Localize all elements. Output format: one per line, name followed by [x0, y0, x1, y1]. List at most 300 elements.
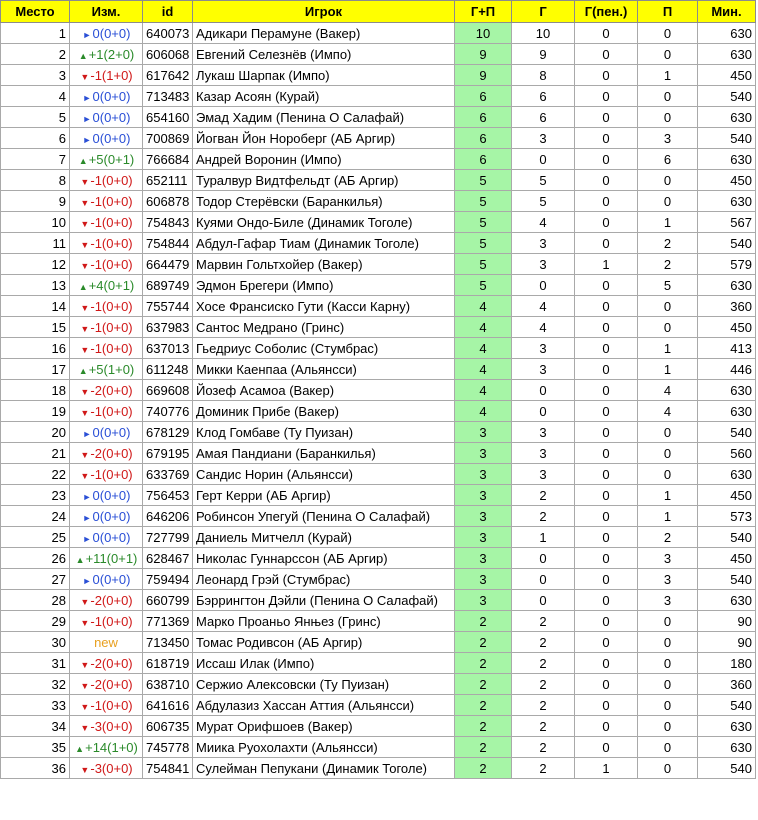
cell-id: 754844: [143, 233, 193, 254]
cell-id: 628467: [143, 548, 193, 569]
cell-goals-plus-assists: 5: [455, 191, 512, 212]
table-row: [1, 485, 756, 506]
cell-id: 678129: [143, 422, 193, 443]
cell-assists: 1: [638, 338, 698, 359]
cell-goals-plus-assists: 3: [455, 464, 512, 485]
cell-player: Сержио Алексовски (Ту Пуизан): [193, 674, 455, 695]
cell-minutes: 540: [698, 695, 756, 716]
cell-goals: 6: [512, 107, 575, 128]
cell-player: Тодор Стерёвски (Баранкилья): [193, 191, 455, 212]
change-value: 0(0+0): [92, 529, 131, 545]
cell-id: 606735: [143, 716, 193, 737]
cell-player: Адикари Перамуне (Вакер): [193, 23, 455, 44]
cell-minutes: 630: [698, 401, 756, 422]
cell-id: 640073: [143, 23, 193, 44]
column-header-place[interactable]: Место: [1, 1, 70, 23]
cell-penalty-goals: 0: [575, 317, 638, 338]
cell-goals: 0: [512, 548, 575, 569]
cell-player: Эмад Хадим (Пенина О Салафай): [193, 107, 455, 128]
cell-change: [70, 653, 143, 674]
triangle-down-icon: ▼: [80, 680, 90, 691]
cell-change: [70, 464, 143, 485]
column-header-id[interactable]: id: [143, 1, 193, 23]
change-value: -1(0+0): [90, 403, 133, 419]
column-header-player[interactable]: Игрок: [193, 1, 455, 23]
cell-assists: 0: [638, 758, 698, 779]
cell-goals: 3: [512, 338, 575, 359]
cell-change: [70, 716, 143, 737]
cell-place: 11: [1, 233, 70, 254]
cell-change: [70, 569, 143, 590]
cell-place: 35: [1, 737, 70, 758]
cell-assists: 3: [638, 569, 698, 590]
cell-place: 36: [1, 758, 70, 779]
cell-minutes: 630: [698, 380, 756, 401]
triangle-up-icon: ▲: [75, 743, 85, 754]
cell-assists: 1: [638, 485, 698, 506]
cell-penalty-goals: 0: [575, 170, 638, 191]
cell-penalty-goals: 0: [575, 128, 638, 149]
table-row: [1, 296, 756, 317]
cell-assists: 0: [638, 443, 698, 464]
cell-place: 5: [1, 107, 70, 128]
cell-assists: 0: [638, 632, 698, 653]
triangle-down-icon: ▼: [80, 722, 90, 733]
cell-place: 32: [1, 674, 70, 695]
change-value: +14(1+0): [85, 739, 138, 755]
cell-goals-plus-assists: 3: [455, 548, 512, 569]
table-row: [1, 401, 756, 422]
cell-place: 4: [1, 86, 70, 107]
cell-assists: 5: [638, 275, 698, 296]
change-value: -1(0+0): [90, 172, 133, 188]
change-value: -1(0+0): [90, 613, 133, 629]
cell-place: 27: [1, 569, 70, 590]
triangle-down-icon: ▼: [80, 260, 90, 271]
cell-goals: 0: [512, 401, 575, 422]
pointer-right-icon: ►: [82, 533, 92, 544]
change-value: -1(0+0): [90, 235, 133, 251]
pointer-right-icon: ►: [82, 512, 92, 523]
pointer-right-icon: ►: [82, 491, 92, 502]
cell-assists: 0: [638, 170, 698, 191]
cell-goals-plus-assists: 10: [455, 23, 512, 44]
cell-player: Бэррингтон Дэйли (Пенина О Салафай): [193, 590, 455, 611]
cell-goals-plus-assists: 9: [455, 44, 512, 65]
cell-place: 8: [1, 170, 70, 191]
cell-change: [70, 485, 143, 506]
cell-minutes: 450: [698, 170, 756, 191]
table-row: [1, 716, 756, 737]
cell-minutes: 630: [698, 275, 756, 296]
cell-place: 16: [1, 338, 70, 359]
cell-place: 34: [1, 716, 70, 737]
table-row: [1, 422, 756, 443]
cell-change: [70, 128, 143, 149]
cell-minutes: 540: [698, 128, 756, 149]
cell-penalty-goals: 0: [575, 527, 638, 548]
table-row: [1, 548, 756, 569]
triangle-down-icon: ▼: [80, 302, 90, 313]
cell-assists: 0: [638, 464, 698, 485]
cell-player: Герт Керри (АБ Аргир): [193, 485, 455, 506]
cell-id: 637013: [143, 338, 193, 359]
cell-id: 745778: [143, 737, 193, 758]
cell-penalty-goals: 0: [575, 296, 638, 317]
cell-penalty-goals: 0: [575, 611, 638, 632]
triangle-down-icon: ▼: [80, 386, 90, 397]
cell-minutes: 540: [698, 527, 756, 548]
table-row: [1, 23, 756, 44]
cell-change: [70, 443, 143, 464]
cell-id: 664479: [143, 254, 193, 275]
cell-id: 740776: [143, 401, 193, 422]
column-header-goals-plus-assists[interactable]: Г+П: [455, 1, 512, 23]
cell-penalty-goals: 1: [575, 254, 638, 275]
cell-assists: 0: [638, 23, 698, 44]
cell-change: [70, 149, 143, 170]
cell-assists: 2: [638, 527, 698, 548]
cell-player: Марко Проаньо Янњез (Гринс): [193, 611, 455, 632]
cell-penalty-goals: 0: [575, 653, 638, 674]
change-value: +11(0+1): [85, 550, 138, 566]
triangle-down-icon: ▼: [80, 596, 90, 607]
cell-player: Иссаш Илак (Импо): [193, 653, 455, 674]
cell-place: 3: [1, 65, 70, 86]
cell-goals-plus-assists: 2: [455, 632, 512, 653]
cell-player: Томас Родивсон (АБ Аргир): [193, 632, 455, 653]
cell-penalty-goals: 0: [575, 44, 638, 65]
table-row: [1, 506, 756, 527]
cell-minutes: 450: [698, 65, 756, 86]
column-header-penalty-goals[interactable]: Г(пен.): [575, 1, 638, 23]
cell-goals: 2: [512, 674, 575, 695]
cell-change: [70, 338, 143, 359]
cell-place: 25: [1, 527, 70, 548]
cell-assists: 1: [638, 506, 698, 527]
cell-assists: 1: [638, 359, 698, 380]
cell-player: Йогван Йон Нороберг (АБ Аргир): [193, 128, 455, 149]
change-value: 0(0+0): [92, 424, 131, 440]
cell-goals-plus-assists: 3: [455, 569, 512, 590]
table-body: [1, 23, 756, 779]
cell-goals: 3: [512, 422, 575, 443]
cell-penalty-goals: 0: [575, 443, 638, 464]
cell-id: 652111: [143, 170, 193, 191]
cell-place: 28: [1, 590, 70, 611]
triangle-down-icon: ▼: [80, 71, 90, 82]
cell-player: Марвин Гольтхойер (Вакер): [193, 254, 455, 275]
pointer-right-icon: ►: [82, 113, 92, 124]
cell-id: 633769: [143, 464, 193, 485]
change-value: -1(0+0): [90, 319, 133, 335]
cell-change: [70, 527, 143, 548]
table-row: [1, 380, 756, 401]
cell-id: 755744: [143, 296, 193, 317]
table-row: [1, 170, 756, 191]
change-value: +5(1+0): [88, 361, 135, 377]
cell-id: 638710: [143, 674, 193, 695]
cell-goals: 0: [512, 275, 575, 296]
cell-player: Сулейман Пепукани (Динамик Тоголе): [193, 758, 455, 779]
cell-player: Эдмон Брегери (Импо): [193, 275, 455, 296]
cell-goals: 2: [512, 632, 575, 653]
cell-id: 669608: [143, 380, 193, 401]
cell-assists: 4: [638, 401, 698, 422]
cell-place: 15: [1, 317, 70, 338]
pointer-right-icon: ►: [82, 428, 92, 439]
cell-penalty-goals: 0: [575, 737, 638, 758]
cell-minutes: 630: [698, 191, 756, 212]
cell-change: [70, 632, 143, 653]
pointer-right-icon: ►: [82, 575, 92, 586]
cell-minutes: 630: [698, 590, 756, 611]
change-value: -1(0+0): [90, 340, 133, 356]
table-row: [1, 653, 756, 674]
cell-player: Робинсон Упегуй (Пенина О Салафай): [193, 506, 455, 527]
cell-assists: 0: [638, 737, 698, 758]
cell-goals-plus-assists: 2: [455, 737, 512, 758]
cell-minutes: 413: [698, 338, 756, 359]
cell-place: 1: [1, 23, 70, 44]
table-row: [1, 590, 756, 611]
cell-penalty-goals: 0: [575, 464, 638, 485]
cell-player: Куями Ондо-Биле (Динамик Тоголе): [193, 212, 455, 233]
triangle-up-icon: ▲: [78, 281, 88, 292]
cell-goals-plus-assists: 3: [455, 422, 512, 443]
cell-id: 756453: [143, 485, 193, 506]
cell-minutes: 90: [698, 611, 756, 632]
table-row: [1, 674, 756, 695]
cell-minutes: 630: [698, 464, 756, 485]
cell-place: 21: [1, 443, 70, 464]
cell-goals: 0: [512, 149, 575, 170]
cell-change: [70, 695, 143, 716]
cell-goals-plus-assists: 6: [455, 149, 512, 170]
cell-change: [70, 65, 143, 86]
cell-goals-plus-assists: 3: [455, 527, 512, 548]
table-row: [1, 695, 756, 716]
change-value: -1(0+0): [90, 214, 133, 230]
cell-assists: 3: [638, 548, 698, 569]
cell-player: Сандис Норин (Альянсси): [193, 464, 455, 485]
cell-change: [70, 506, 143, 527]
change-value: -3(0+0): [90, 760, 133, 776]
cell-penalty-goals: 0: [575, 632, 638, 653]
triangle-down-icon: ▼: [80, 239, 90, 250]
cell-player: Гьедриус Соболис (Стумбрас): [193, 338, 455, 359]
cell-penalty-goals: 0: [575, 359, 638, 380]
table-row: [1, 737, 756, 758]
cell-place: 31: [1, 653, 70, 674]
cell-minutes: 630: [698, 737, 756, 758]
cell-penalty-goals: 0: [575, 212, 638, 233]
cell-goals-plus-assists: 4: [455, 296, 512, 317]
cell-id: 617642: [143, 65, 193, 86]
cell-minutes: 360: [698, 674, 756, 695]
cell-goals: 2: [512, 695, 575, 716]
table-row: [1, 317, 756, 338]
cell-penalty-goals: 0: [575, 338, 638, 359]
cell-minutes: 446: [698, 359, 756, 380]
cell-goals: 5: [512, 170, 575, 191]
table-row: [1, 275, 756, 296]
column-header-change[interactable]: Изм.: [70, 1, 143, 23]
cell-id: 700869: [143, 128, 193, 149]
cell-place: 10: [1, 212, 70, 233]
cell-minutes: 450: [698, 485, 756, 506]
column-header-minutes[interactable]: Мин.: [698, 1, 756, 23]
cell-id: 606068: [143, 44, 193, 65]
cell-player: Клод Гомбаве (Ту Пуизан): [193, 422, 455, 443]
cell-goals-plus-assists: 5: [455, 275, 512, 296]
cell-goals: 0: [512, 590, 575, 611]
triangle-up-icon: ▲: [78, 155, 88, 166]
cell-goals-plus-assists: 5: [455, 254, 512, 275]
cell-minutes: 540: [698, 569, 756, 590]
cell-player: Миика Руохолахти (Альянсси): [193, 737, 455, 758]
table-row: [1, 107, 756, 128]
triangle-down-icon: ▼: [80, 344, 90, 355]
cell-place: 12: [1, 254, 70, 275]
cell-id: 660799: [143, 590, 193, 611]
change-value: 0(0+0): [92, 487, 131, 503]
change-value: 0(0+0): [92, 508, 131, 524]
triangle-down-icon: ▼: [80, 176, 90, 187]
change-value: -2(0+0): [90, 676, 133, 692]
cell-change: [70, 422, 143, 443]
change-value: 0(0+0): [92, 571, 131, 587]
cell-penalty-goals: 0: [575, 485, 638, 506]
cell-minutes: 630: [698, 107, 756, 128]
change-value: -1(0+0): [90, 697, 133, 713]
change-value: -3(0+0): [90, 718, 133, 734]
cell-minutes: 579: [698, 254, 756, 275]
cell-player: Сантос Медрано (Гринс): [193, 317, 455, 338]
triangle-down-icon: ▼: [80, 218, 90, 229]
cell-assists: 0: [638, 653, 698, 674]
cell-change: [70, 86, 143, 107]
cell-assists: 1: [638, 65, 698, 86]
change-value: -1(0+0): [90, 466, 133, 482]
triangle-down-icon: ▼: [80, 197, 90, 208]
cell-player: Хосе Франсиско Гути (Касси Карну): [193, 296, 455, 317]
column-header-assists[interactable]: П: [638, 1, 698, 23]
cell-place: 33: [1, 695, 70, 716]
triangle-up-icon: ▲: [78, 50, 88, 61]
cell-change: [70, 23, 143, 44]
cell-assists: 0: [638, 107, 698, 128]
cell-player: Йозеф Асамоа (Вакер): [193, 380, 455, 401]
change-value: +5(0+1): [88, 151, 135, 167]
cell-player: Николас Гуннарссон (АБ Аргир): [193, 548, 455, 569]
cell-player: Казар Асоян (Курай): [193, 86, 455, 107]
cell-goals-plus-assists: 4: [455, 338, 512, 359]
change-value: new: [94, 634, 118, 650]
cell-change: [70, 191, 143, 212]
cell-minutes: 560: [698, 443, 756, 464]
cell-minutes: 180: [698, 653, 756, 674]
cell-player: Евгений Селезнёв (Импо): [193, 44, 455, 65]
pointer-right-icon: ►: [82, 134, 92, 145]
cell-place: 22: [1, 464, 70, 485]
triangle-down-icon: ▼: [80, 323, 90, 334]
cell-goals: 8: [512, 65, 575, 86]
cell-goals: 5: [512, 191, 575, 212]
cell-penalty-goals: 0: [575, 380, 638, 401]
change-value: 0(0+0): [92, 109, 131, 125]
cell-player: Даниель Митчелл (Курай): [193, 527, 455, 548]
cell-goals-plus-assists: 2: [455, 674, 512, 695]
table-row: [1, 569, 756, 590]
cell-id: 637983: [143, 317, 193, 338]
cell-penalty-goals: 0: [575, 401, 638, 422]
cell-goals: 2: [512, 758, 575, 779]
change-value: -1(0+0): [90, 193, 133, 209]
cell-assists: 0: [638, 611, 698, 632]
cell-penalty-goals: 0: [575, 107, 638, 128]
cell-place: 20: [1, 422, 70, 443]
change-value: -1(0+0): [90, 298, 133, 314]
cell-change: [70, 758, 143, 779]
cell-change: [70, 170, 143, 191]
table-row: [1, 464, 756, 485]
table-row: [1, 128, 756, 149]
cell-goals-plus-assists: 2: [455, 716, 512, 737]
cell-penalty-goals: 0: [575, 191, 638, 212]
cell-goals: 0: [512, 569, 575, 590]
cell-minutes: 567: [698, 212, 756, 233]
cell-assists: 0: [638, 191, 698, 212]
cell-assists: 0: [638, 674, 698, 695]
cell-player: Туралвур Видтфельдт (АБ Аргир): [193, 170, 455, 191]
cell-penalty-goals: 0: [575, 506, 638, 527]
cell-goals-plus-assists: 5: [455, 170, 512, 191]
change-value: -2(0+0): [90, 592, 133, 608]
cell-player: Амая Пандиани (Баранкилья): [193, 443, 455, 464]
cell-goals-plus-assists: 5: [455, 233, 512, 254]
cell-goals-plus-assists: 3: [455, 590, 512, 611]
cell-assists: 0: [638, 716, 698, 737]
cell-minutes: 630: [698, 23, 756, 44]
column-header-goals[interactable]: Г: [512, 1, 575, 23]
cell-goals-plus-assists: 3: [455, 506, 512, 527]
change-value: -2(0+0): [90, 382, 133, 398]
change-value: -1(1+0): [90, 67, 133, 83]
cell-player: Мурат Орифшоев (Вакер): [193, 716, 455, 737]
cell-id: 754841: [143, 758, 193, 779]
cell-penalty-goals: 0: [575, 674, 638, 695]
cell-goals: 2: [512, 506, 575, 527]
cell-id: 618719: [143, 653, 193, 674]
cell-goals-plus-assists: 6: [455, 107, 512, 128]
cell-id: 771369: [143, 611, 193, 632]
cell-minutes: 630: [698, 716, 756, 737]
cell-goals-plus-assists: 3: [455, 485, 512, 506]
cell-assists: 3: [638, 128, 698, 149]
cell-place: 13: [1, 275, 70, 296]
cell-minutes: 540: [698, 758, 756, 779]
header-row: [1, 1, 756, 23]
triangle-down-icon: ▼: [80, 659, 90, 670]
cell-change: [70, 359, 143, 380]
change-value: -2(0+0): [90, 655, 133, 671]
cell-place: 2: [1, 44, 70, 65]
cell-id: 606878: [143, 191, 193, 212]
pointer-right-icon: ►: [82, 92, 92, 103]
cell-goals: 0: [512, 380, 575, 401]
cell-goals: 3: [512, 128, 575, 149]
